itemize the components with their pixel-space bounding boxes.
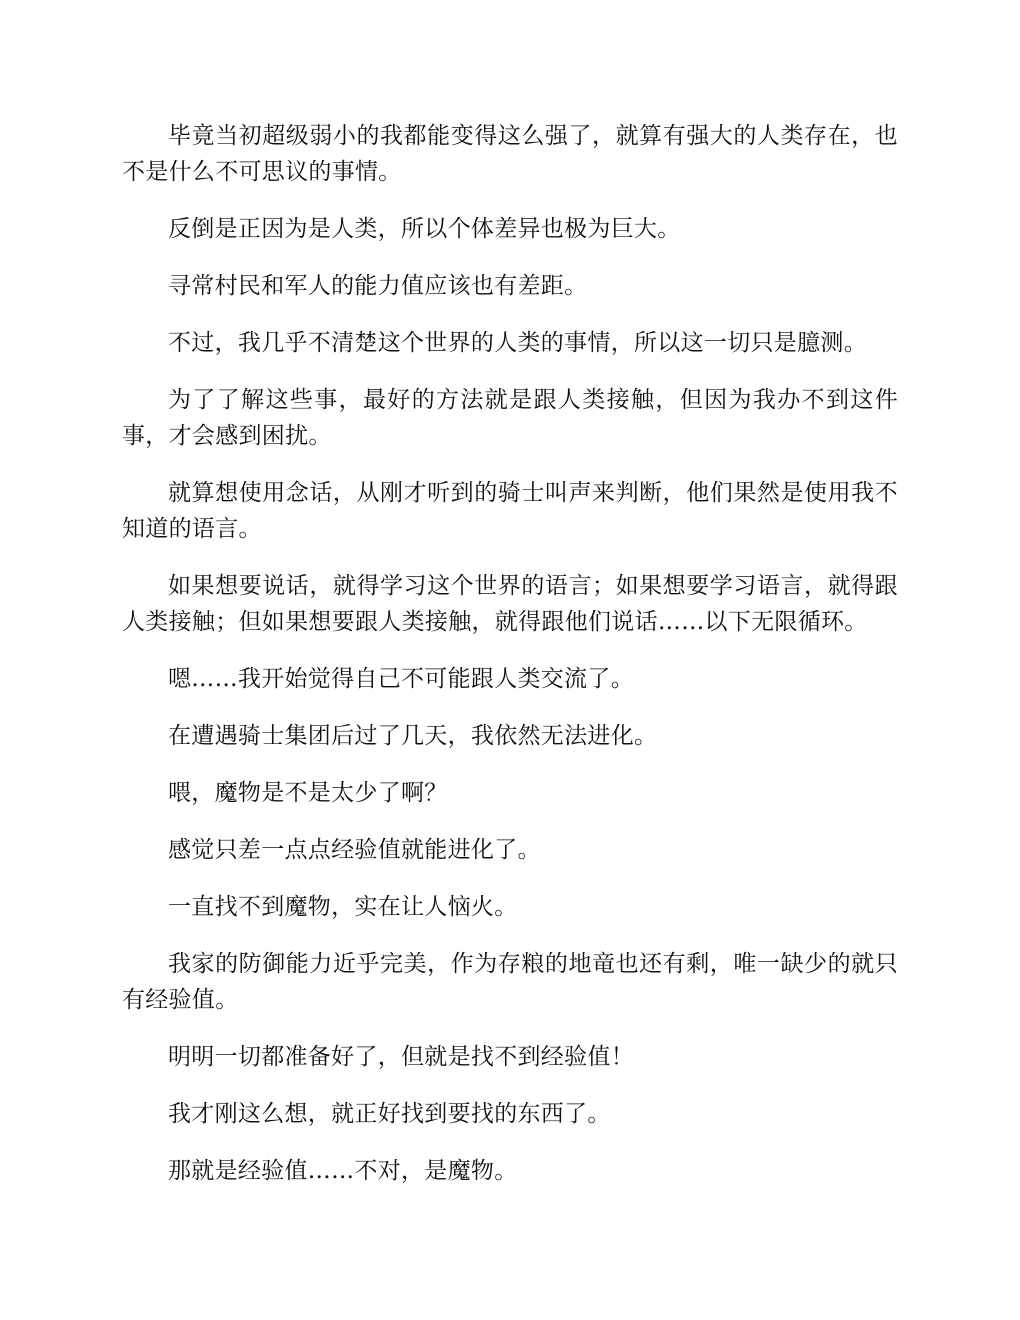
paragraph-6: 就算想使用念话，从刚才听到的骑士叫声来判断，他们果然是使用我不知道的语言。 — [122, 480, 898, 542]
paragraph-14: 明明一切都准备好了，但就是找不到经验值！ — [168, 1044, 634, 1070]
paragraph-13: 我家的防御能力近乎完美，作为存粮的地竜也还有剩，唯一缺少的就只有经验值。 — [122, 951, 898, 1013]
paragraph-2: 反倒是正因为是人类，所以个体差异也极为巨大。 — [168, 216, 681, 242]
paragraph-5: 为了了解这些事，最好的方法就是跟人类接触，但因为我办不到这件事，才会感到困扰。 — [122, 387, 898, 449]
paragraph-15: 我才刚这么想，就正好找到要找的东西了。 — [168, 1101, 611, 1127]
document-body — [122, 118, 898, 1210]
paragraph-12: 一直找不到魔物，实在让人恼火。 — [168, 894, 518, 920]
paragraph-10: 喂，魔物是不是太少了啊？ — [168, 780, 448, 806]
paragraph-9: 在遭遇骑士集团后过了几天，我依然无法进化。 — [168, 723, 658, 749]
paragraph-1: 毕竟当初超级弱小的我都能变得这么强了，就算有强大的人类存在，也不是什么不可思议的事情。 — [122, 123, 898, 185]
paragraph-11: 感觉只差一点点经验值就能进化了。 — [168, 837, 541, 863]
paragraph-16: 那就是经验值……不对，是魔物。 — [168, 1158, 518, 1184]
paragraph-3: 寻常村民和军人的能力值应该也有差距。 — [168, 273, 588, 299]
paragraph-4: 不过，我几乎不清楚这个世界的人类的事情，所以这一切只是臆测。 — [168, 330, 867, 356]
paragraph-8: 嗯……我开始觉得自己不可能跟人类交流了。 — [168, 666, 634, 692]
paragraph-7: 如果想要说话，就得学习这个世界的语言；如果想要学习语言，就得跟人类接触；但如果想要跟人类接触，就得跟他们说话……以下无限循环。 — [122, 573, 898, 635]
